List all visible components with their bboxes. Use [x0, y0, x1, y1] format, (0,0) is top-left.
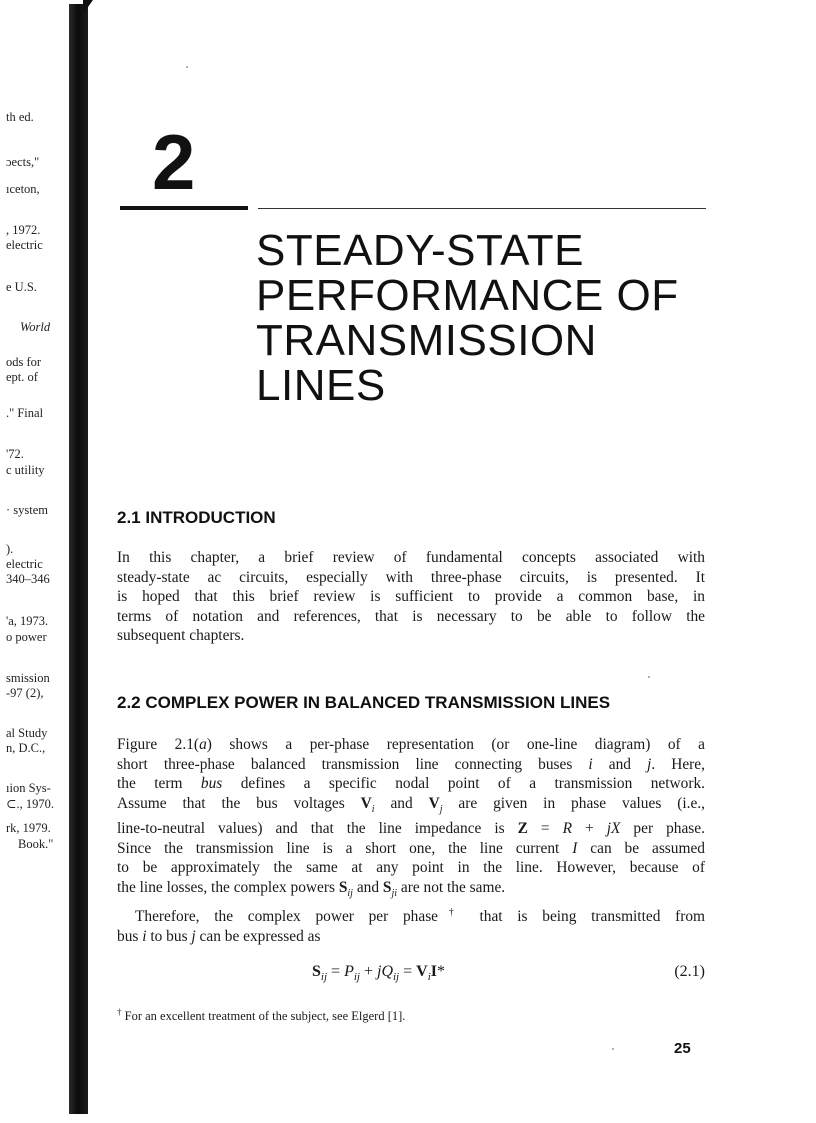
footnote-dagger: †: [117, 1007, 122, 1017]
chapter-title-line: STEADY-STATE: [256, 226, 584, 275]
gutter-corner: [83, 0, 93, 14]
margin-fragment: ɔects,": [6, 155, 40, 169]
chapter-rule-thick: [120, 206, 248, 210]
introduction-paragraph: [117, 548, 705, 646]
margin-fragment: th ed.: [6, 110, 34, 124]
margin-fragment: 'a, 1973.: [6, 614, 49, 628]
footnote-text: For an excellent treatment of the subject, see Elgerd [1].: [124, 1009, 406, 1024]
margin-fragment: rk, 1979.: [6, 821, 51, 835]
scan-speck: [612, 1048, 614, 1050]
chapter-title-line: TRANSMISSION: [256, 316, 597, 365]
margin-fragment: electric: [6, 238, 43, 252]
chapter-title: [256, 228, 696, 408]
scan-speck: [186, 66, 188, 68]
equation-body: $S_{ij} = P_{ij} + jQ_{ij} = V_iI*$: [312, 963, 446, 984]
margin-fragment: e U.S.: [6, 280, 37, 294]
margin-fragment: ept. of: [6, 370, 38, 384]
margin-fragment: ).: [6, 542, 14, 556]
paragraph-line: bus i to bus j can be expressed as: [117, 927, 321, 945]
book-gutter: [69, 4, 88, 1114]
page-number: 25: [674, 1040, 691, 1057]
paragraph-line: subsequent chapters.: [117, 627, 245, 644]
paragraph-line: short three-phase balanced transmission line connecting buses i and j. Here,: [117, 755, 705, 773]
paragraph-line: line-to-neutral values) and that the line impedance is Z = R + jX per phase.: [117, 820, 705, 838]
footnote: [117, 1004, 617, 1024]
chapter-title-line: LINES: [256, 361, 386, 410]
chapter-rule-thin: [258, 208, 706, 209]
margin-fragment: electric: [6, 557, 43, 571]
paragraph-line: steady-state ac circuits, especially with three-phase circuits, is presented. It: [117, 568, 705, 586]
section-heading-complex-power: 2.2 COMPLEX POWER IN BALANCED TRANSMISSION LINES: [117, 693, 611, 712]
equation-2-1: [117, 961, 705, 983]
margin-fragment: o power: [6, 630, 47, 644]
paragraph-line: Figure 2.1(a) shows a per-phase representation (or one-line diagram) of a: [117, 736, 705, 753]
paragraph-line: is hoped that this brief review is sufficient to provide a common base, in: [117, 588, 705, 605]
margin-fragment: · system: [6, 503, 49, 517]
chapter-title-line: PERFORMANCE OF: [256, 271, 679, 320]
paragraph-line: Assume that the bus voltages $V_i$ and $V_j$ are given in phase values (i.e.,: [117, 794, 705, 815]
margin-fragment: World: [20, 320, 51, 334]
paragraph-line: the term bus defines a specific nodal point of a transmission network.: [117, 775, 705, 792]
complex-power-paragraph: [117, 735, 705, 946]
margin-fragment: c utility: [6, 463, 45, 477]
margin-fragment: n, D.C.,: [6, 741, 46, 755]
section-heading-introduction: 2.1 INTRODUCTION: [117, 508, 276, 527]
scan-speck: [648, 676, 650, 678]
margin-fragment: , 1972.: [6, 223, 41, 237]
paragraph-line: In this chapter, a brief review of fundamental concepts associated with: [117, 549, 705, 566]
paragraph-line: Therefore, the complex power per phase† that is being transmitted from: [135, 907, 706, 926]
margin-fragment: ods for: [6, 355, 42, 369]
margin-fragment: ." Final: [6, 406, 44, 420]
margin-fragment: ⊂., 1970.: [6, 797, 54, 811]
margin-fragment: 340–346: [6, 572, 50, 586]
paragraph-line: terms of notation and references, that is necessary to be able to follow the: [117, 607, 705, 625]
paragraph-line: Since the transmission line is a short one, the line current I can be assumed: [117, 839, 705, 857]
chapter-number: 2: [152, 118, 196, 206]
equation-number: (2.1): [674, 963, 705, 980]
margin-fragment: ıceton,: [6, 182, 40, 196]
paragraph-line: the line losses, the complex powers $S_{ij}$ and $S_{ji}$ are not the same.: [117, 878, 506, 899]
margin-fragment: smission: [6, 671, 50, 685]
margin-fragment: ıion Sys-: [6, 781, 51, 795]
margin-fragment: Book.": [18, 837, 54, 851]
margin-fragment: al Study: [6, 726, 48, 740]
margin-fragment: -97 (2),: [6, 686, 44, 700]
paragraph-line: to be approximately the same at any point in the line. However, because of: [117, 859, 705, 877]
margin-fragment: '72.: [6, 447, 24, 461]
